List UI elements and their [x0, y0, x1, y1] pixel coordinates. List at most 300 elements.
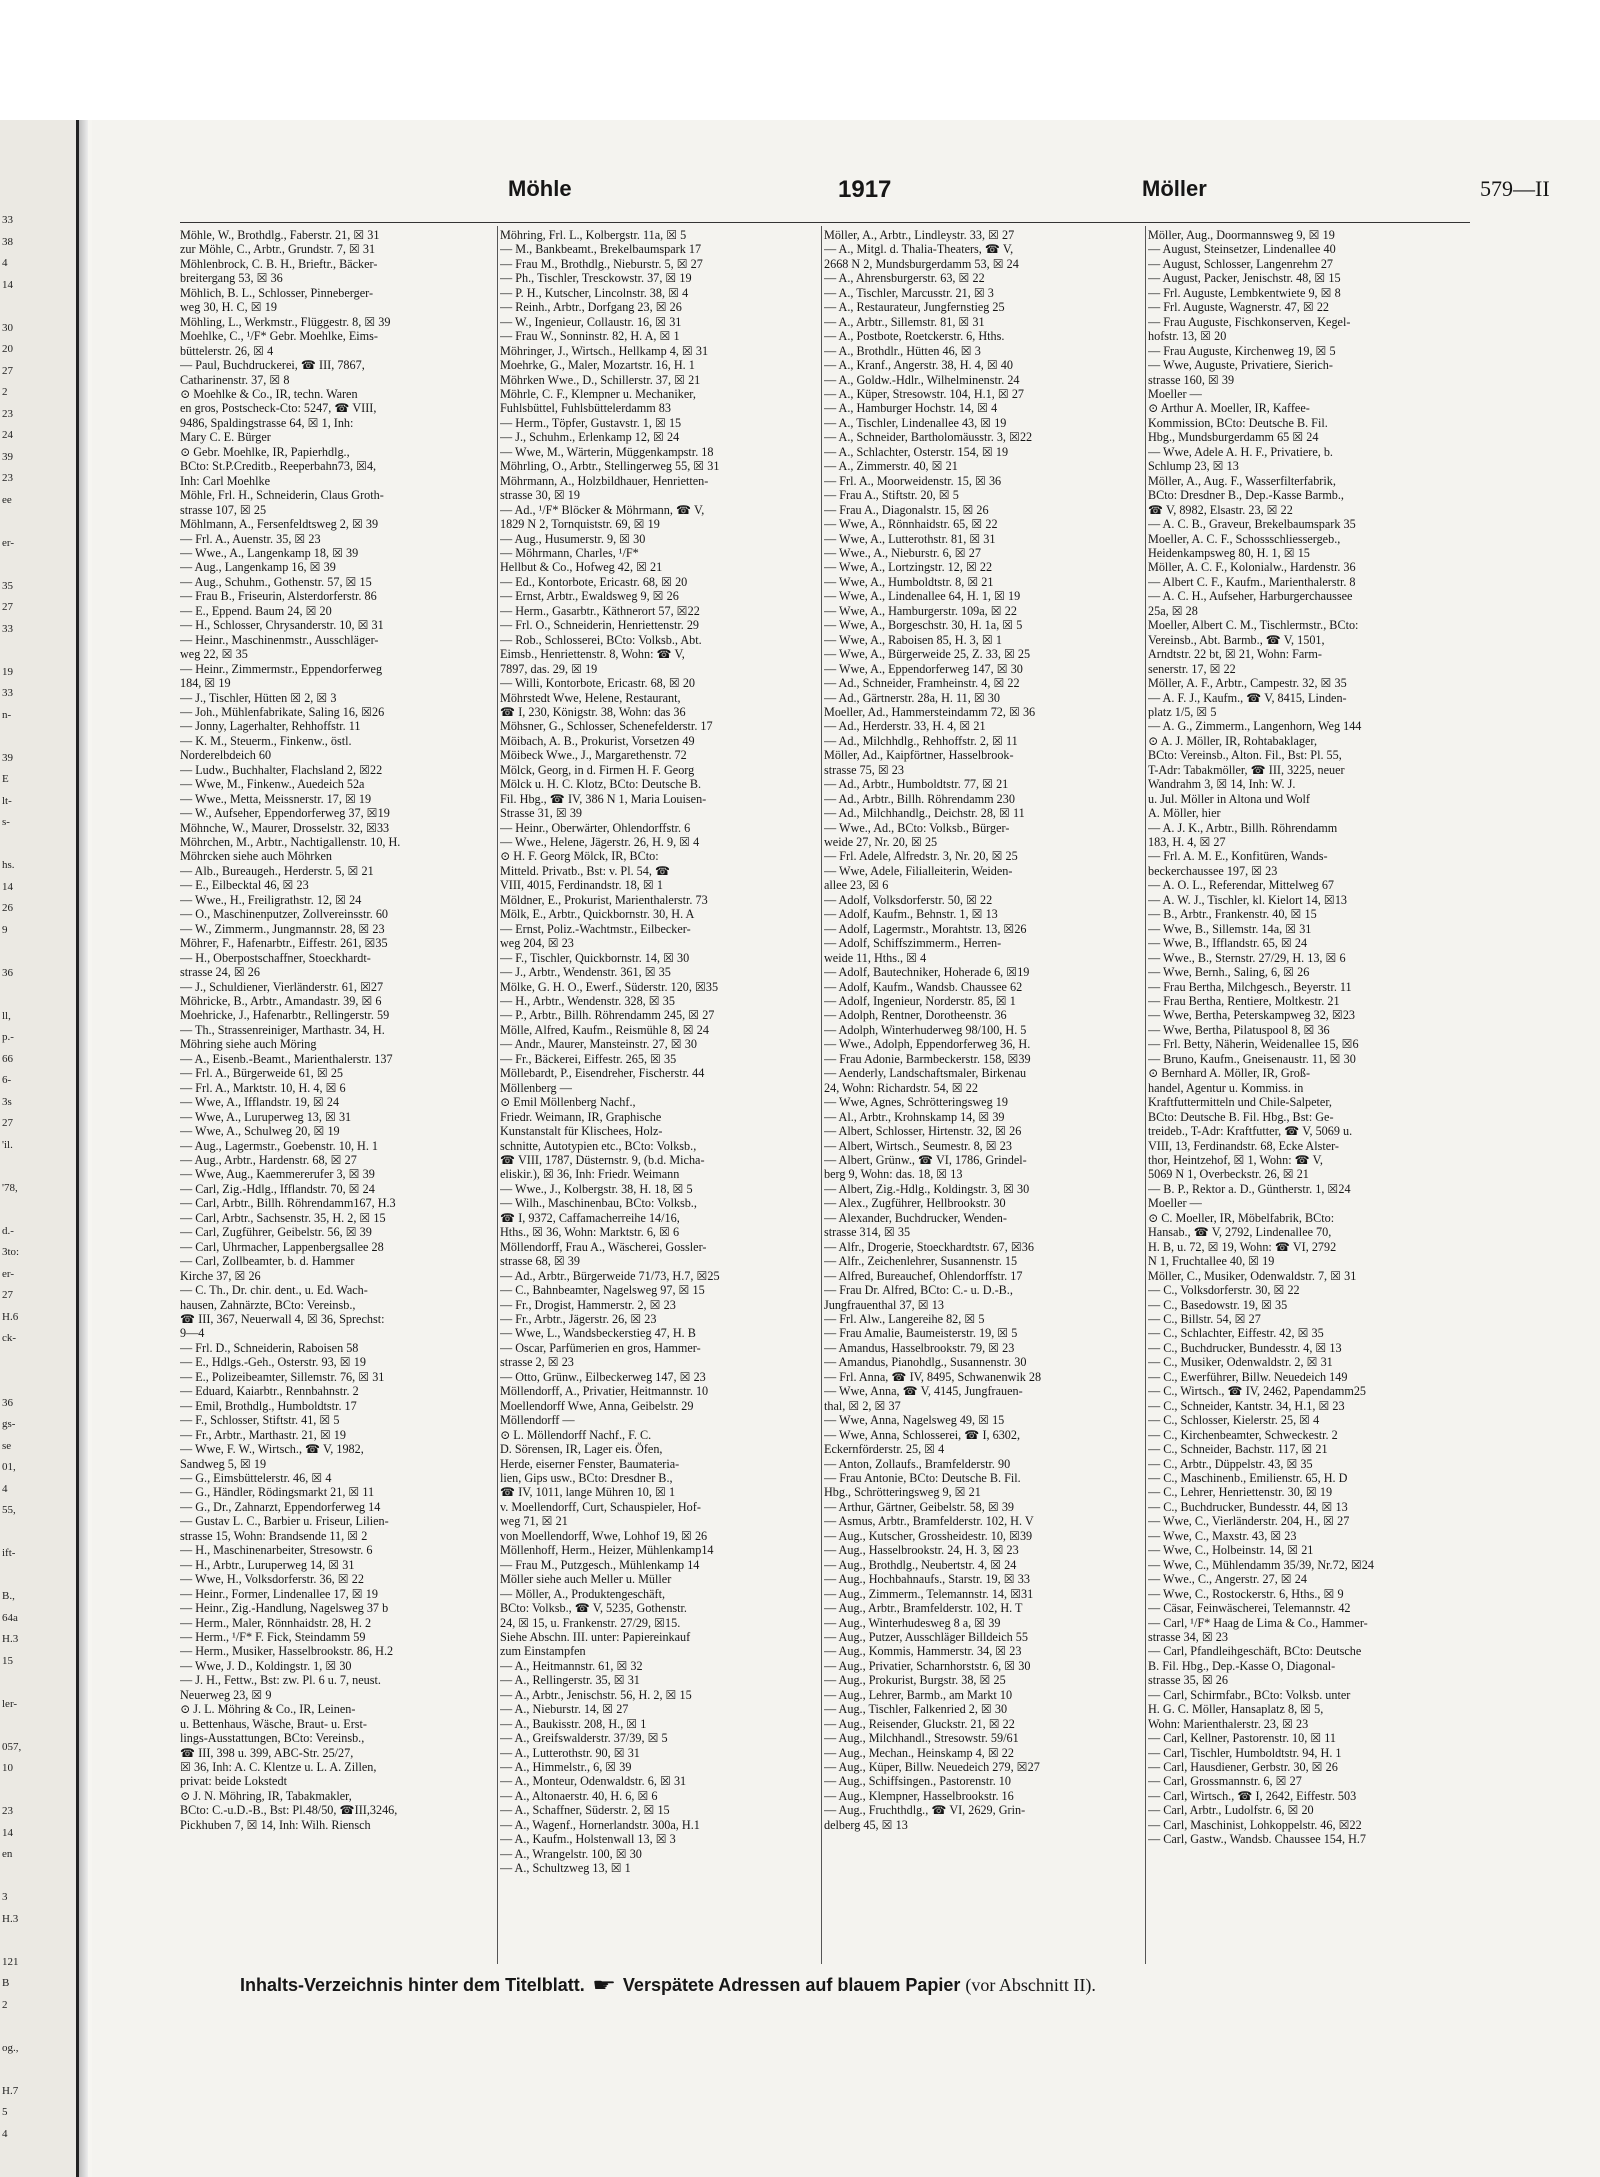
directory-entry: — F., Tischler, Quickbornstr. 14, ☒ 30: [500, 950, 690, 965]
directory-entry: Kirche 37, ☒ 26: [180, 1268, 261, 1283]
directory-entry: — A., Zimmerstr. 40, ☒ 21: [824, 459, 958, 474]
directory-entry: — Frl. A., Auenstr. 35, ☒ 23: [180, 531, 321, 546]
directory-entry: — Frau Auguste, Kirchenweg 19, ☒ 5: [1148, 343, 1336, 358]
directory-entry: — Aug., Kommis, Hammerstr. 34, ☒ 23: [824, 1644, 1022, 1659]
directory-entry: — O., Maschinenputzer, Zollvereinsstr. 60: [180, 907, 389, 922]
directory-entry: Möhrling, O., Arbtr., Stellingerweg 55, ☒ 31: [500, 459, 720, 474]
directory-entry: Möhricke, B., Arbtr., Amandastr. 39, ☒ 6: [180, 994, 382, 1009]
directory-entry: — Alex., Zugführer, Hellbrookstr. 30: [824, 1196, 1006, 1211]
directory-entry: allee 23, ☒ 6: [824, 878, 889, 893]
directory-entry: Möhlenbrock, C. B. H., Brieftr., Bäcker-: [180, 256, 378, 271]
directory-entry: — Wwe, C., Rostockerstr. 6, Hths., ☒ 9: [1148, 1586, 1344, 1601]
directory-entry: Möllendorff —: [500, 1413, 575, 1428]
directory-entry: Moehricke, J., Hafenarbtr., Rellingerstr. 59: [180, 1008, 390, 1023]
directory-entry: Mölle, Alfred, Kaufm., Reismühle 8, ☒ 24: [500, 1022, 709, 1037]
directory-entry: Möhring, Frl. L., Kolbergstr. 11a, ☒ 5: [500, 228, 687, 242]
directory-entry: handel, Agentur u. Kommiss. in: [1148, 1080, 1304, 1095]
directory-entry: — Wwe, H., Volksdorferstr. 36, ☒ 22: [180, 1572, 364, 1587]
directory-entry: — A., Brothdlr., Hütten 46, ☒ 3: [824, 343, 981, 358]
directory-entry: — E., Hdlgs.-Geh., Osterstr. 93, ☒ 19: [180, 1355, 366, 1370]
directory-entry: — Aug., Klempner, Hasselbrookstr. 16: [824, 1788, 1014, 1803]
directory-entry: Moellendorff Wwe, Anna, Geibelstr. 29: [500, 1398, 694, 1413]
directory-entry: — E., Polizeibeamter, Sillemstr. 76, ☒ 31: [180, 1369, 385, 1384]
directory-entry: — Aug., Langenkamp 16, ☒ 39: [180, 560, 336, 575]
directory-entry: — Paul, Buchdruckerei, ☎ III, 7867,: [180, 358, 365, 373]
directory-entry: — Wwe., J., Kolbergstr. 38, H. 18, ☒ 5: [500, 1181, 693, 1196]
directory-entry: — Wwe, A., Borgeschstr. 30, H. 1a, ☒ 5: [824, 618, 1023, 633]
directory-entry: — Aug., Privatier, Scharnhorststr. 6, ☒ 30: [824, 1658, 1031, 1673]
directory-entry: weg 71, ☒ 21: [500, 1514, 568, 1529]
directory-entry: Möhlich, B. L., Schlosser, Pinneberger-: [180, 285, 373, 300]
directory-entry: — Aug., Schiffsingen., Pastorenstr. 10: [824, 1774, 1011, 1789]
directory-entry: — Frau M., Brothdlg., Nieburstr. 5, ☒ 27: [500, 256, 703, 271]
directory-entry: beckerchaussee 197, ☒ 23: [1148, 863, 1278, 878]
directory-entry: — Wwe, Auguste, Privatiere, Sierich-: [1148, 358, 1333, 373]
directory-entry: Möller, A. C. F., Kolonialw., Hardenstr. 36: [1148, 560, 1356, 575]
directory-entry: — Frau A., Stiftstr. 20, ☒ 5: [824, 488, 959, 503]
directory-entry: — Otto, Grünw., Eilbeckerweg 147, ☒ 23: [500, 1369, 706, 1384]
directory-entry: Jungfrauenthal 37, ☒ 13: [824, 1297, 944, 1312]
directory-entry: strasse 75, ☒ 23: [824, 762, 904, 777]
directory-entry: — Frau Bertha, Milchgesch., Beyerstr. 11: [1148, 979, 1352, 994]
directory-entry: Friedr. Weimann, IR, Graphische: [500, 1109, 662, 1124]
directory-entry: Mölck, Georg, in d. Firmen H. F. Georg: [500, 762, 695, 777]
directory-entry: — A., Wagenf., Hornerlandstr. 300a, H.1: [500, 1817, 700, 1832]
directory-entry: — Herm., ¹/F* F. Fick, Steindamm 59: [180, 1629, 366, 1644]
directory-entry: Catharinenstr. 37, ☒ 8: [180, 372, 290, 387]
directory-entry: Neuerweg 23, ☒ 9: [180, 1687, 272, 1702]
directory-entry: — Frl. O., Schneiderin, Henriettenstr. 29: [500, 618, 700, 633]
directory-entry: — Frau B., Friseurin, Alsterdorferstr. 86: [180, 589, 377, 604]
directory-entry: — Wwe., Helene, Jägerstr. 26, H. 9, ☒ 4: [500, 835, 700, 850]
directory-entry: thal, ☒ 2, ☒ 37: [824, 1398, 901, 1413]
directory-entry: — Adolph, Rentner, Dorotheenstr. 36: [824, 1008, 1007, 1023]
directory-entry: — A., Arbtr., Jenischstr. 56, H. 2, ☒ 15: [500, 1687, 692, 1702]
directory-entry: — Frl. A., Bürgerweide 61, ☒ 25: [180, 1066, 344, 1081]
directory-entry: — C., Buchdrucker, Bundesstr. 44, ☒ 13: [1148, 1499, 1348, 1514]
directory-entry: — G., Eimsbüttelerstr. 46, ☒ 4: [180, 1470, 332, 1485]
directory-entry: Norderelbdeich 60: [180, 748, 272, 763]
directory-entry: ⊙ A. J. Möller, IR, Rohtabaklager,: [1148, 733, 1317, 748]
directory-entry: — C., Wirtsch., ☎ IV, 2462, Papendamm25: [1148, 1384, 1367, 1399]
directory-entry: — A., Schlachter, Osterstr. 154, ☒ 19: [824, 444, 1009, 459]
directory-entry: — C., Basedowstr. 19, ☒ 35: [1148, 1297, 1288, 1312]
directory-entry: weide 11, Hths., ☒ 4: [824, 950, 927, 965]
directory-entry: strasse 160, ☒ 39: [1148, 372, 1235, 387]
directory-entry: — Wwe, A., Lortzingstr. 12, ☒ 22: [824, 560, 993, 575]
directory-entry: Möllenhoff, Herm., Heizer, Mühlenkamp14: [500, 1543, 714, 1558]
directory-entry: — Frl. A., Marktstr. 10, H. 4, ☒ 6: [180, 1080, 346, 1095]
directory-entry: platz 1/5, ☒ 5: [1148, 704, 1217, 719]
directory-entry: — A., Tischler, Lindenallee 43, ☒ 19: [824, 415, 1007, 430]
directory-entry: — Frl. A., Moorweidenstr. 15, ☒ 36: [824, 473, 1002, 488]
directory-entry: — Oscar, Parfümerien en gros, Hammer-: [500, 1340, 701, 1355]
directory-entry: — A., Monteur, Odenwaldstr. 6, ☒ 31: [500, 1774, 687, 1789]
directory-entry: BCto: Deutsche B. Fil. Hbg., Bst: Ge-: [1148, 1109, 1334, 1124]
directory-entry: — Adolf, Bautechniker, Hoherade 6, ☒19: [824, 965, 1030, 980]
directory-entry: Fil. Hbg., ☎ IV, 386 N 1, Maria Louisen-: [500, 791, 707, 806]
directory-entry: — Frau W., Sonninstr. 82, H. A, ☒ 1: [500, 329, 680, 344]
directory-entry: — Möhrmann, Charles, ¹/F*: [500, 545, 639, 560]
directory-entry: u. Jul. Möller in Altona und Wolf: [1148, 791, 1310, 806]
directory-entry: — Adolph, Winterhuderweg 98/100, H. 5: [824, 1022, 1027, 1037]
directory-entry: — Carl, Uhrmacher, Lappenbergsallee 28: [180, 1239, 384, 1254]
directory-entry: strasse 34, ☒ 23: [1148, 1629, 1228, 1644]
directory-entry: 9—4: [180, 1326, 205, 1341]
directory-entry: — A., Ahrensburgerstr. 63, ☒ 22: [824, 271, 985, 286]
directory-entry: B. Fil. Hbg., Dep.-Kasse O, Diagonal-: [1148, 1658, 1336, 1673]
directory-entry: Moeller —: [1148, 386, 1202, 401]
directory-entry: — Wwe, A., Raboisen 85, H. 3, ☒ 1: [824, 632, 1002, 647]
directory-entry: — Wwe., H., Freiligrathstr. 12, ☒ 24: [180, 892, 362, 907]
directory-entry: — G., Dr., Zahnarzt, Eppendorferweg 14: [180, 1499, 381, 1514]
directory-entry: — A. C. H., Aufseher, Harburgerchaussee: [1148, 589, 1353, 604]
directory-entry: lien, Gips usw., BCto: Dresdner B.,: [500, 1470, 673, 1485]
directory-entry: — C., Schneider, Bachstr. 117, ☒ 21: [1148, 1442, 1328, 1457]
directory-entry: ⊙ C. Moeller, IR, Möbelfabrik, BCto:: [1148, 1210, 1335, 1225]
directory-entry: — J., Arbtr., Wendenstr. 361, ☒ 35: [500, 965, 671, 980]
directory-entry: — Aug., Arbtr., Bramfelderstr. 102, H. T: [824, 1601, 1023, 1616]
directory-entry: — Th., Strassenreiniger, Marthastr. 34, H.: [180, 1022, 385, 1037]
directory-entry: — H., Arbtr., Wendenstr. 328, ☒ 35: [500, 994, 675, 1009]
directory-entry: — Carl, Arbtr., Sachsenstr. 35, H. 2, ☒ 15: [180, 1210, 386, 1225]
directory-entry: — H., Schlosser, Chrysanderstr. 10, ☒ 31: [180, 618, 384, 633]
directory-entry: — Wwe, F. W., Wirtsch., ☎ V, 1982,: [180, 1442, 364, 1457]
directory-entry: ☎ VIII, 1787, Düsternstr. 9, (b.d. Micha-: [500, 1153, 705, 1167]
directory-entry: Hansab., ☎ V, 2792, Lindenallee 70,: [1148, 1225, 1332, 1240]
directory-entry: Hellbut & Co., Hofweg 42, ☒ 21: [500, 560, 663, 575]
directory-entry: Möhrer, F., Hafenarbtr., Eiffestr. 261, ☒35: [180, 936, 388, 951]
directory-entry: privat: beide Lokstedt: [180, 1774, 287, 1789]
directory-entry: en gros, Postscheck-Cto: 5247, ☎ VIII,: [180, 401, 377, 416]
directory-entry: — Alb., Bureaugeh., Herderstr. 5, ☒ 21: [180, 863, 374, 878]
directory-entry: — Wwe, A., Lindenallee 64, H. 1, ☒ 19: [824, 589, 1021, 604]
directory-entry: — Arthur, Gärtner, Geibelstr. 58, ☒ 39: [824, 1499, 1015, 1514]
directory-entry: senerstr. 17, ☒ 22: [1148, 661, 1236, 676]
directory-entry: — Ad., Milchhandlg., Deichstr. 28, ☒ 11: [824, 806, 1025, 821]
directory-entry: — Ed., Kontorbote, Ericastr. 68, ☒ 20: [500, 574, 688, 589]
directory-entry: Mölk, E., Arbtr., Quickbornstr. 30, H. A: [500, 907, 695, 922]
directory-entry: — Wwe, C., Vierländerstr. 204, H., ☒ 27: [1148, 1514, 1350, 1529]
directory-entry: — Herm., Maler, Rönnhaidstr. 28, H. 2: [180, 1615, 372, 1630]
directory-entry: ☎ V, 8982, Elsastr. 23, ☒ 22: [1148, 502, 1293, 517]
directory-entry: — C., Musiker, Odenwaldstr. 2, ☒ 31: [1148, 1355, 1333, 1370]
directory-entry: — Ad., Milchhdlg., Rehhoffstr. 2, ☒ 11: [824, 733, 1018, 748]
directory-entry: 25a, ☒ 28: [1148, 603, 1198, 618]
directory-entry: — Wwe, M., Finkenw., Auedeich 52a: [180, 777, 365, 792]
directory-entry: — Wwe., Ad., BCto: Volksb., Bürger-: [824, 820, 1010, 835]
directory-entry: — Wwe., Metta, Meissnerstr. 17, ☒ 19: [180, 791, 372, 806]
directory-entry: ⊙ J. N. Möhring, IR, Tabakmakler,: [180, 1788, 352, 1803]
directory-entry: — C., Arbtr., Düppelstr. 43, ☒ 35: [1148, 1456, 1313, 1471]
directory-entry: Möhsner, G., Schlosser, Schenefelderstr. 17: [500, 719, 713, 734]
directory-entry: — Aug., Fruchthdlg., ☎ VI, 2629, Grin-: [824, 1803, 1026, 1818]
directory-entry: — Adolf, Lagermstr., Morahtstr. 13, ☒26: [824, 921, 1027, 936]
directory-entry: Arndtstr. 22 bt, ☒ 21, Wohn: Farm-: [1148, 647, 1322, 662]
directory-entry: BCto: C.-u.D.-B., Bst: Pl.48/50, ☎III,3246,: [180, 1803, 398, 1818]
book-gutter: [76, 120, 88, 2177]
directory-entry: D. Sörensen, IR, Lager eis. Öfen,: [500, 1442, 663, 1457]
directory-entry: BCto: Volksb., ☎ V, 5235, Gothenstr.: [500, 1601, 687, 1616]
directory-entry: — Frau Amalie, Baumeisterstr. 19, ☒ 5: [824, 1326, 1018, 1341]
directory-entry: 9486, Spaldingstrasse 64, ☒ 1, Inh:: [180, 415, 354, 430]
directory-entry: Siehe Abschn. III. unter: Papiereinkauf: [500, 1629, 691, 1644]
directory-entry: 183, H. 4, ☒ 27: [1148, 835, 1226, 850]
directory-entry: — A., Greifswalderstr. 37/39, ☒ 5: [500, 1731, 668, 1746]
directory-entry: — Rob., Schlosserei, BCto: Volksb., Abt.: [500, 632, 702, 647]
directory-entry: — Wwe, A., Luruperweg 13, ☒ 31: [180, 1109, 352, 1124]
directory-column-2: [500, 228, 822, 1963]
directory-entry: — Alfred, Bureauchef, Ohlendorffstr. 17: [824, 1268, 1023, 1283]
directory-entry: Möhlmann, A., Fersenfeldtsweg 2, ☒ 39: [180, 517, 379, 532]
directory-entry: Moeller, Albert C. M., Tischlermstr., BCto:: [1148, 618, 1359, 633]
directory-entry: — Adolf, Kaufm., Behnstr. 1, ☒ 13: [824, 907, 998, 922]
directory-entry: — C., Schlachter, Eiffestr. 42, ☒ 35: [1148, 1326, 1324, 1341]
directory-entry: — Frau Auguste, Fischkonserven, Kegel-: [1148, 314, 1351, 329]
directory-entry: Hths., ☒ 36, Wohn: Marktstr. 6, ☒ 6: [500, 1225, 680, 1240]
directory-entry: — August, Packer, Jenischstr. 48, ☒ 15: [1148, 271, 1341, 286]
directory-entry: — Albert, Grünw., ☎ VI, 1786, Grindel-: [824, 1153, 1027, 1167]
directory-entry: weg 204, ☒ 23: [500, 936, 574, 951]
directory-entry: 24, ☒ 15, u. Frankenstr. 27/29, ☒15.: [500, 1615, 681, 1630]
directory-entry: 24, Wohn: Richardstr. 54, ☒ 22: [824, 1080, 978, 1095]
directory-entry: — C., Billstr. 54, ☒ 27: [1148, 1311, 1261, 1326]
directory-entry: — M., Bankbeamt., Brekelbaumspark 17: [500, 242, 702, 257]
directory-entry: — A., Heitmannstr. 61, ☒ 32: [500, 1658, 643, 1673]
directory-entry: — A. W. J., Tischler, kl. Kielort 14, ☒13: [1148, 892, 1348, 907]
directory-entry: — F., Schlosser, Stiftstr. 41, ☒ 5: [180, 1413, 340, 1428]
directory-entry: Wohn: Marienthalerstr. 23, ☒ 23: [1148, 1716, 1309, 1731]
directory-entry: — Carl, Pfandleihgeschäft, BCto: Deutsche: [1148, 1644, 1362, 1659]
directory-entry: BCto: Vereinsb., Alton. Fil., Bst: Pl. 55,: [1148, 748, 1342, 763]
directory-entry: — Frau Dr. Alfred, BCto: C.- u. D.-B.,: [824, 1283, 1013, 1298]
directory-entry: 5069 N 1, Overbeckstr. 26, ☒ 21: [1148, 1167, 1309, 1182]
directory-entry: — Ad., Arbtr., Humboldtstr. 77, ☒ 21: [824, 777, 1009, 792]
directory-entry: — Ph., Tischler, Tresckowstr. 37, ☒ 19: [500, 271, 692, 286]
directory-entry: 184, ☒ 19: [180, 676, 231, 691]
directory-entry: — Wwe., A., Langenkamp 18, ☒ 39: [180, 545, 359, 560]
directory-entry: strasse 68, ☒ 39: [500, 1254, 580, 1269]
scanner-margin: [0, 0, 1600, 120]
directory-entry: — B., Arbtr., Frankenstr. 40, ☒ 15: [1148, 907, 1317, 922]
directory-entry: — Wwe, A., Schulweg 20, ☒ 19: [180, 1124, 340, 1139]
directory-entry: — Anton, Zollaufs., Bramfelderstr. 90: [824, 1456, 1011, 1471]
directory-entry: Möller, Ad., Kaipförtner, Hasselbrook-: [824, 748, 1014, 763]
directory-entry: — Wwe., C., Angerstr. 27, ☒ 24: [1148, 1572, 1307, 1587]
directory-entry: — A., Rellingerstr. 35, ☒ 31: [500, 1673, 640, 1688]
directory-entry: — Wwe, Aug., Kaemmererufer 3, ☒ 39: [180, 1167, 375, 1182]
directory-entry: — Albert C. F., Kaufm., Marienthalerstr. 8: [1148, 574, 1356, 589]
directory-entry: — Aug., Mechan., Heinskamp 4, ☒ 22: [824, 1745, 1014, 1760]
directory-entry: Vereinsb., Abt. Barmb., ☎ V, 1501,: [1148, 632, 1325, 647]
directory-entry: — Adolf, Volksdorferstr. 50, ☒ 22: [824, 892, 993, 907]
directory-entry: — A., Schneider, Bartholomäusstr. 3, ☒22: [824, 430, 1033, 445]
directory-entry: Hbg., Mundsburgerdamm 65 ☒ 24: [1148, 430, 1319, 445]
directory-entry: Strasse 31, ☒ 39: [500, 806, 583, 821]
directory-entry: — Ernst, Arbtr., Ewaldsweg 9, ☒ 26: [500, 589, 679, 604]
directory-entry: — P. H., Kutscher, Lincolnstr. 38, ☒ 4: [500, 285, 689, 300]
directory-entry: — Carl, Zig.-Hdlg., Ifflandstr. 70, ☒ 24: [180, 1181, 375, 1196]
directory-entry: Sandweg 5, ☒ 19: [180, 1456, 267, 1471]
directory-entry: — Carl, Tischler, Humboldtstr. 94, H. 1: [1148, 1745, 1342, 1760]
directory-entry: ⊙ Arthur A. Moeller, IR, Kaffee-: [1148, 401, 1310, 416]
directory-entry: Möller, A. F., Arbtr., Campestr. 32, ☒ 35: [1148, 676, 1347, 691]
directory-entry: — A., Küper, Stresowstr. 104, H.1, ☒ 27: [824, 386, 1025, 401]
directory-entry: — Aug., Küper, Billw. Neuedeich 279, ☒27: [824, 1760, 1040, 1775]
directory-entry: u. Bettenhaus, Wäsche, Braut- u. Erst-: [180, 1716, 367, 1731]
directory-entry: — Alfr., Drogerie, Stoeckhardtstr. 67, ☒36: [824, 1239, 1034, 1254]
directory-entry: VIII, 4015, Ferdinandstr. 18, ☒ 1: [500, 878, 663, 893]
directory-entry: — A. J. K., Arbtr., Billh. Röhrendamm: [1148, 820, 1338, 835]
directory-entry: Möller, C., Musiker, Odenwaldstr. 7, ☒ 31: [1148, 1268, 1357, 1283]
directory-entry: — Aug., Zimmerm., Telemannstr. 14, ☒31: [824, 1586, 1034, 1601]
directory-entry: — Wwe, A., Bürgerweide 25, Z. 33, ☒ 25: [824, 647, 1031, 662]
directory-entry: — Aug., Brothdlg., Neubertstr. 4, ☒ 24: [824, 1557, 1017, 1572]
directory-entry: strasse 35, ☒ 26: [1148, 1673, 1228, 1688]
directory-entry: Mölke, G. H. O., Ewerf., Süderstr. 120, ☒35: [500, 979, 719, 994]
directory-entry: — Wwe., B., Sternstr. 27/29, H. 13, ☒ 6: [1148, 950, 1346, 965]
directory-entry: ⊙ Emil Möllenberg Nachf.,: [500, 1095, 636, 1110]
directory-entry: schnitte, Autotypien etc., BCto: Volksb.,: [500, 1138, 697, 1153]
directory-entry: — Frau Antonie, BCto: Deutsche B. Fil.: [824, 1470, 1021, 1485]
page-number: 579—II: [1480, 176, 1550, 201]
directory-entry: eliskir.), ☒ 36, Inh: Friedr. Weimann: [500, 1167, 680, 1182]
directory-entry: hausen, Zahnärzte, BCto: Vereinsb.,: [180, 1297, 356, 1312]
header-right-word: Möller: [1142, 176, 1207, 201]
directory-entry: — Ludw., Buchhalter, Flachsland 2, ☒22: [180, 762, 383, 777]
directory-entry: Hbg., Schrötteringsweg 9, ☒ 21: [824, 1485, 981, 1500]
directory-entry: ☎ IV, 1011, lange Mühren 10, ☒ 1: [500, 1485, 676, 1500]
directory-entry: Moehrke, G., Maler, Mozartstr. 16, H. 1: [500, 358, 695, 373]
directory-entry: Möllendorff, A., Privatier, Heitmannstr. 10: [500, 1384, 709, 1399]
directory-entry: — Cäsar, Feinwäscherei, Telemannstr. 42: [1148, 1601, 1351, 1616]
directory-entry: — Ad., Herderstr. 33, H. 4, ☒ 21: [824, 719, 986, 734]
directory-entry: — J. H., Fettw., Bst: zw. Pl. 6 u. 7, neust.: [180, 1673, 381, 1688]
directory-entry: — Aug., Tischler, Falkenried 2, ☒ 30: [824, 1702, 1008, 1717]
directory-entry: ☎ III, 398 u. 399, ABC-Str. 25/27,: [180, 1745, 354, 1760]
directory-entry: BCto: Dresdner B., Dep.-Kasse Barmb.,: [1148, 488, 1344, 503]
directory-entry: — Wwe, Agnes, Schrötteringsweg 19: [824, 1095, 1008, 1110]
directory-entry: strasse 2, ☒ 23: [500, 1355, 574, 1370]
directory-entry: Wandrahm 3, ☒ 14, Inh: W. J.: [1148, 777, 1296, 792]
directory-entry: weg 30, H. C, ☒ 19: [180, 300, 277, 315]
directory-entry: — Frl. Anna, ☎ IV, 8495, Schwanenwik 28: [824, 1369, 1042, 1384]
directory-entry: — A., Lutterothstr. 90, ☒ 31: [500, 1745, 640, 1760]
directory-entry: Möhle, Frl. H., Schneiderin, Claus Groth-: [180, 488, 384, 503]
directory-entry: — Wwe, A., Hamburgerstr. 109a, ☒ 22: [824, 603, 1017, 618]
directory-entry: — August, Schlosser, Langenrehm 27: [1148, 256, 1334, 271]
directory-entry: thor, Heintzehof, ☒ 1, Wohn: ☎ V,: [1148, 1153, 1323, 1167]
directory-entry: — Aug., Kutscher, Grossheidestr. 10, ☒39: [824, 1528, 1033, 1543]
directory-entry: — Herm., Gasarbtr., Käthnerort 57, ☒22: [500, 603, 700, 618]
directory-entry: — A., Mitgl. d. Thalia-Theaters, ☎ V,: [824, 242, 1014, 257]
directory-entry: — Ad., Arbtr., Bürgerweide 71/73, H.7, ☒25: [500, 1268, 720, 1283]
directory-entry: — Aug., Prokurist, Burgstr. 38, ☒ 25: [824, 1673, 1006, 1688]
directory-entry: — Aug., Hochbahnaufs., Starstr. 19, ☒ 33: [824, 1572, 1030, 1587]
directory-entry: — J., Schuldiener, Vierländerstr. 61, ☒27: [180, 979, 384, 994]
directory-entry: — Emil, Brothdlg., Humboldtstr. 17: [180, 1398, 357, 1413]
directory-entry: — Eduard, Kaiarbtr., Rennbahnstr. 2: [180, 1384, 359, 1399]
directory-entry: — Adolf, Kaufm., Wandsb. Chaussee 62: [824, 979, 1023, 994]
directory-entry: — Heinr., Maschinenmstr., Ausschläger-: [180, 632, 379, 647]
directory-entry: ☎ I, 230, Königstr. 38, Wohn: das 36: [500, 704, 686, 719]
previous-page-fragments: 33 38 4 14 30 20 27 2 23 24 39 23 ee er- 35 27 33 19 33 n- 39 E lt- s- hs. 14 26 9 36 ll, p.- 66 6- 3s 27 'il. '78, d.- 3to: er- 27 H.6 ck- 36 gs- se 01, 4 55, ift- B., 64a H.3 15 ler- 057, 10 23 14 en 3 H.3 121 B 2 og., H.7 5 4: [2, 214, 22, 2140]
directory-entry: — C., Ewerführer, Billw. Neuedeich 149: [1148, 1369, 1348, 1384]
directory-entry: — A., Postbote, Roetckerstr. 6, Hths.: [824, 329, 1005, 344]
directory-entry: 1829 N 2, Tornquiststr. 69, ☒ 19: [500, 517, 660, 532]
footer-index-note: Inhalts-Verzeichnis hinter dem Titelblatt.: [240, 1975, 585, 1995]
directory-entry: — Ad., ¹/F* Blöcker & Möhrmann, ☎ V,: [500, 502, 705, 517]
directory-entry: ⊙ Moehlke & Co., IR, techn. Waren: [180, 386, 358, 401]
directory-entry: — A., Goldw.-Hdlr., Wilhelminenstr. 24: [824, 372, 1020, 387]
directory-entry: — Fr., Drogist, Hammerstr. 2, ☒ 23: [500, 1297, 676, 1312]
directory-entry: — Adolf, Ingenieur, Norderstr. 85, ☒ 1: [824, 994, 1016, 1009]
directory-entry: — Wwe., A., Nieburstr. 6, ☒ 27: [824, 545, 981, 560]
directory-entry: — H., Maschinenarbeiter, Stresowstr. 6: [180, 1543, 373, 1558]
directory-entry: — Frau Adonie, Barmbeckerstr. 158, ☒39: [824, 1051, 1031, 1066]
directory-entry: — Frau Bertha, Rentiere, Moltkestr. 21: [1148, 994, 1340, 1009]
directory-entry: — Aug., Schuhm., Gothenstr. 57, ☒ 15: [180, 574, 372, 589]
directory-entry: Inh: Carl Moehlke: [180, 473, 271, 488]
directory-entry: — Frl. Auguste, Lembkentwiete 9, ☒ 8: [1148, 285, 1341, 300]
directory-entry: — C., Schneider, Kantstr. 34, H.1, ☒ 23: [1148, 1398, 1345, 1413]
directory-entry: — Amandus, Pianohdlg., Susannenstr. 30: [824, 1355, 1027, 1370]
directory-entry: strasse 30, ☒ 19: [500, 488, 580, 503]
directory-entry: Mölck u. H. C. Klotz, BCto: Deutsche B.: [500, 777, 702, 792]
directory-entry: — Al., Arbtr., Krohnskamp 14, ☒ 39: [824, 1109, 1005, 1124]
directory-entry: — A. G., Zimmerm., Langenhorn, Weg 144: [1148, 719, 1362, 734]
directory-entry: weg 22, ☒ 35: [180, 647, 248, 662]
directory-entry: Möhrstedt Wwe, Helene, Restaurant,: [500, 690, 681, 705]
footer-note: [240, 1975, 1096, 1996]
directory-entry: Pickhuben 7, ☒ 14, Inh: Wilh. Riensch: [180, 1817, 371, 1832]
header-left-word: Möhle: [508, 176, 572, 201]
directory-entry: Kunstanstalt für Klischees, Holz-: [500, 1124, 663, 1139]
directory-entry: Moeller, Ad., Hammersteindamm 72, ☒ 36: [824, 704, 1036, 719]
directory-entry: strasse 314, ☒ 35: [824, 1225, 911, 1240]
directory-entry: — Wilh., Maschinenbau, BCto: Volksb.,: [500, 1196, 697, 1211]
directory-entry: — Ad., Schneider, Framheinstr. 4, ☒ 22: [824, 676, 1020, 691]
directory-entry: Möhrle, C. F., Klempner u. Mechaniker,: [500, 386, 696, 401]
directory-entry: — Frau A., Diagonalstr. 15, ☒ 26: [824, 502, 989, 517]
directory-entry: — Herm., Töpfer, Gustavstr. 1, ☒ 15: [500, 415, 682, 430]
directory-entry: zum Einstampfen: [500, 1644, 586, 1659]
directory-entry: Fuhlsbüttel, Fuhlsbüttelerdamm 83: [500, 401, 671, 416]
directory-entry: — Frl. D., Schneiderin, Raboisen 58: [180, 1340, 359, 1355]
directory-entry: N 1, Fruchtallee 40, ☒ 19: [1148, 1254, 1275, 1269]
directory-entry: — Aug., Husumerstr. 9, ☒ 30: [500, 531, 646, 546]
directory-entry: 7897, das. 29, ☒ 19: [500, 661, 598, 676]
footer-late-addresses: Verspätete Adressen auf blauem Papier: [622, 1975, 961, 1995]
directory-entry: — Adolf, Schiffszimmerm., Herren-: [824, 936, 1002, 951]
directory-entry: büttelerstr. 26, ☒ 4: [180, 343, 274, 358]
directory-entry: — Carl, ¹/F* Haag de Lima & Co., Hammer-: [1148, 1615, 1368, 1630]
directory-entry: — Andr., Maurer, Mansteinstr. 27, ☒ 30: [500, 1037, 697, 1052]
directory-entry: Kommission, BCto: Deutsche B. Fil.: [1148, 415, 1328, 430]
directory-entry: Möller, A., Aug. F., Wasserfilterfabrik,: [1148, 473, 1336, 488]
directory-entry: — Ernst, Poliz.-Wachtmstr., Eilbecker-: [500, 921, 691, 936]
header-rule: [180, 222, 1470, 223]
directory-entry: 2668 N 2, Mundsburgerdamm 53, ☒ 24: [824, 256, 1019, 271]
directory-entry: — Aug., Lagermstr., Goebenstr. 10, H. 1: [180, 1138, 379, 1153]
directory-entry: — A. O. L., Referendar, Mittelweg 67: [1148, 878, 1335, 893]
directory-entry: von Moellendorff, Wwe, Lohhof 19, ☒ 26: [500, 1528, 708, 1543]
directory-entry: breitergang 53, ☒ 36: [180, 271, 283, 286]
directory-entry: — Aug., Hasselbrookstr. 24, H. 3, ☒ 23: [824, 1543, 1019, 1558]
directory-entry: — Carl, Gastw., Wandsb. Chaussee 154, H.7: [1148, 1832, 1367, 1847]
directory-entry: — Asmus, Arbtr., Bramfelderstr. 102, H. V: [824, 1514, 1034, 1529]
directory-entry: — Wwe, B., Sillemstr. 14a, ☒ 31: [1148, 921, 1312, 936]
